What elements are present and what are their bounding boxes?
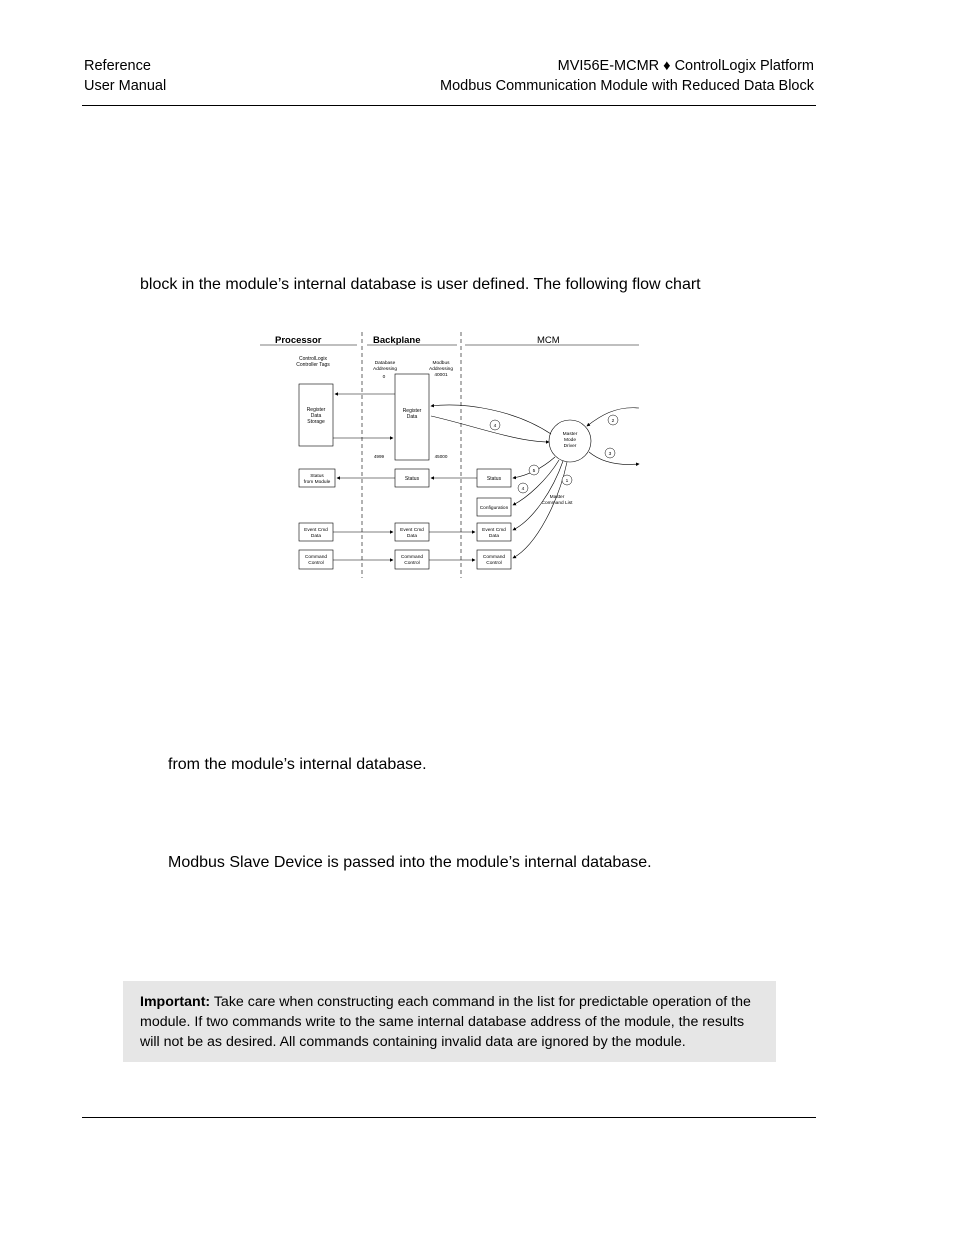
footer-rule bbox=[82, 1117, 816, 1118]
status-from-module-1: Status bbox=[310, 474, 324, 479]
master-mode-driver-2: Mode bbox=[564, 438, 576, 443]
modbus-addressing-1: Modbus bbox=[432, 361, 450, 366]
header-section: Reference bbox=[84, 58, 151, 74]
curve-to-driver bbox=[431, 416, 549, 442]
controllogix-label-2: Controller Tags bbox=[296, 362, 330, 368]
event-cmd-backplane-2: Data bbox=[406, 534, 418, 539]
command-control-backplane-2: Control bbox=[404, 561, 420, 566]
important-note-label: Important: bbox=[140, 994, 211, 1010]
header-manual: User Manual bbox=[84, 77, 167, 94]
database-addressing-2: Addressing bbox=[373, 367, 397, 372]
important-note-text: Take care when constructing each command in the list for predictable operation of the module. If two commands write to the same internal database address of the module, the results will not be as desired. All commands containing invalid data are ignored by the module. bbox=[140, 994, 751, 1050]
controllogix-label-1: ControlLogix bbox=[298, 356, 328, 362]
step-4-label-a: 4 bbox=[493, 424, 497, 429]
command-control-backplane-1: Command bbox=[400, 555, 424, 560]
master-mode-driver-1: Master bbox=[562, 432, 578, 437]
header-rule bbox=[82, 105, 816, 106]
step-5-label: 5 bbox=[532, 469, 536, 474]
header-left bbox=[84, 57, 166, 96]
configuration-label: Configuration bbox=[479, 506, 509, 511]
column-backplane: Backplane bbox=[373, 335, 421, 346]
modbus-addressing-value: 40001 bbox=[434, 373, 448, 378]
register-data-storage-3: Storage bbox=[307, 419, 325, 425]
register-high-number: 45000 bbox=[434, 454, 448, 459]
command-control-processor-1: Command bbox=[304, 555, 328, 560]
master-mode-driver-3: Driver bbox=[563, 444, 577, 449]
master-command-list-1: Master bbox=[549, 495, 565, 500]
column-processor: Processor bbox=[275, 335, 322, 346]
command-control-mcm-2: Control bbox=[486, 561, 502, 566]
curve-to-register-data bbox=[431, 405, 551, 434]
database-addressing-1: Database bbox=[374, 361, 396, 366]
step-4-label-b: 4 bbox=[521, 487, 525, 492]
register-low-number: 4999 bbox=[373, 454, 385, 459]
status-mcm-label: Status bbox=[486, 476, 502, 482]
status-from-module-2: from Module bbox=[303, 480, 331, 485]
status-backplane-label: Status bbox=[404, 476, 420, 482]
important-note bbox=[123, 981, 776, 1062]
step-3-label: 3 bbox=[608, 452, 612, 457]
flow-chart-diagram bbox=[255, 330, 645, 580]
body-paragraph-2: from the module’s internal database. bbox=[168, 756, 427, 773]
event-cmd-backplane-1: Event Cmd bbox=[400, 528, 424, 533]
register-data-2: Data bbox=[406, 414, 418, 420]
event-cmd-mcm-2: Data bbox=[488, 534, 500, 539]
command-control-mcm-1: Command bbox=[482, 555, 506, 560]
header-product: MVI56E-MCMR ♦ ControlLogix Platform bbox=[557, 58, 814, 74]
register-data-storage-1: Register bbox=[306, 407, 326, 413]
register-data-1: Register bbox=[402, 408, 422, 414]
column-mcm: MCM bbox=[537, 335, 560, 346]
event-cmd-mcm-1: Event Cmd bbox=[482, 528, 506, 533]
event-cmd-processor-1: Event Cmd bbox=[304, 528, 328, 533]
step-1-label: 1 bbox=[565, 479, 569, 484]
master-command-list-2: Command List bbox=[541, 501, 573, 506]
event-cmd-processor-2: Data bbox=[310, 534, 322, 539]
header-subtitle: Modbus Communication Module with Reduced Data Block bbox=[440, 77, 814, 94]
header-right bbox=[440, 57, 814, 96]
modbus-addressing-2: Addressing bbox=[429, 367, 453, 372]
body-paragraph-1: block in the module’s internal database is user defined. The following flow chart bbox=[140, 276, 701, 293]
register-data-storage-2: Data bbox=[310, 413, 322, 419]
database-addressing-zero: 0 bbox=[382, 375, 386, 380]
command-control-processor-2: Control bbox=[308, 561, 324, 566]
body-paragraph-3: Modbus Slave Device is passed into the module’s internal database. bbox=[168, 854, 652, 871]
step-2-label: 2 bbox=[611, 419, 615, 424]
